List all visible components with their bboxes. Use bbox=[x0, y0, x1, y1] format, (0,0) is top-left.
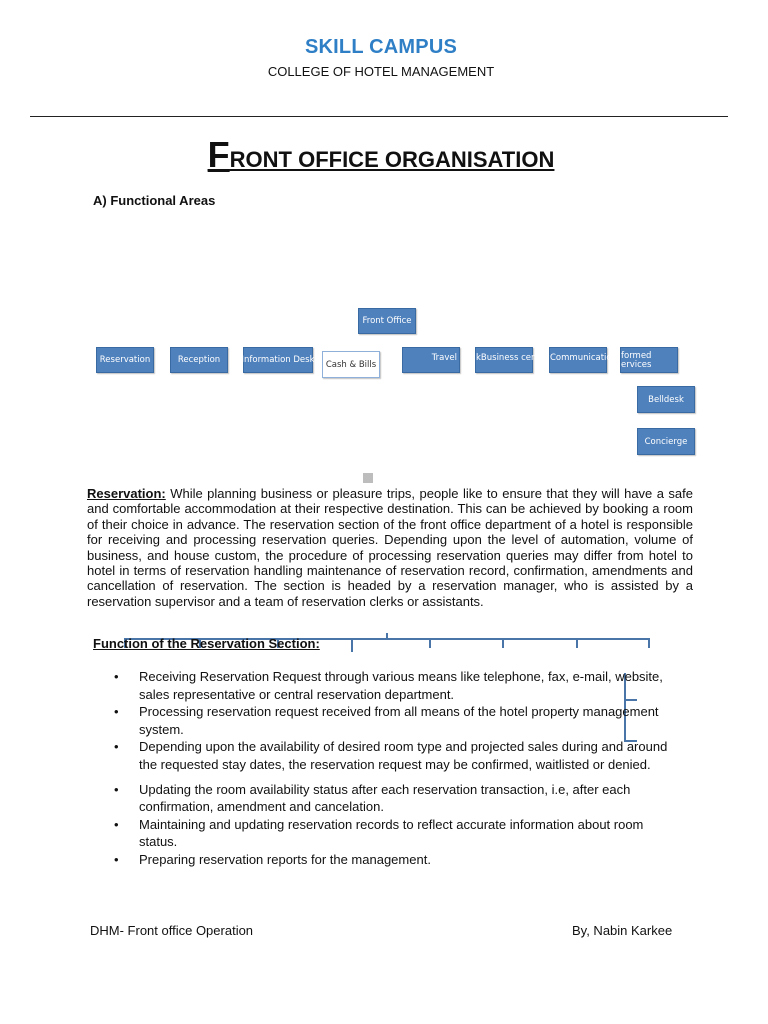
org-box-concierge: Concierge bbox=[637, 428, 695, 455]
page-title bbox=[0, 134, 762, 176]
function-list bbox=[114, 668, 674, 869]
org-box-cash-bills: Cash & Bills bbox=[322, 351, 380, 378]
org-box-front-office: Front Office bbox=[358, 308, 416, 334]
list-item: • Processing reservation request received from all means of the hotel property management system. bbox=[114, 703, 674, 738]
list-item: • Maintaining and updating reservation records to reflect accurate information about room status. bbox=[114, 816, 674, 851]
org-box-communication: Communication bbox=[549, 347, 607, 373]
reservation-paragraph bbox=[87, 486, 693, 609]
connector-cash bbox=[351, 638, 353, 652]
header-divider bbox=[30, 116, 728, 117]
list-item: • Preparing reservation reports for the management. bbox=[114, 851, 674, 869]
image-placeholder-marker bbox=[363, 473, 373, 483]
section-heading-functional-areas: A) Functional Areas bbox=[93, 193, 216, 208]
connector-travel bbox=[429, 638, 431, 648]
connector-communication bbox=[576, 638, 578, 648]
org-box-uniformed-services: formed ervices bbox=[620, 347, 678, 373]
list-item: • Depending upon the availability of desired room type and projected sales during and around the requested stay dates, the reservation request may be confirmed, waitlisted or denied. bbox=[114, 738, 674, 773]
connector-services bbox=[648, 638, 650, 648]
reservation-text: While planning business or pleasure trips, people like to ensure that they will have a safe and comfortable accommodation at their respective destination. This can be achieved by booking a room of their choice in advance. The reservation section of the front office department of a hotel is responsible for receiving and processing reservation queries. Depending upon the level of automation, volume of business, and house custom, the procedure of processing reservation queries may differ from hotel to hotel in terms of reservation handling maintenance of reservation record, confirmation, amendments and cancellation of reservation. The section is headed by a reservation manager, who is assisted by a reservation supervisor and a team of reservation clerks or assistants. bbox=[87, 486, 693, 609]
footer-author: By, Nabin Karkee bbox=[572, 923, 673, 938]
title-rest: RONT OFFICE ORGANISATION bbox=[229, 147, 555, 172]
org-box-information-desk: Information Desk bbox=[243, 347, 313, 373]
org-box-travel: Travel bbox=[402, 347, 460, 373]
list-item: • Updating the room availability status after each reservation transaction, i.e, after each confirmation, amendment and cancelation. bbox=[114, 781, 674, 816]
college-subtitle: COLLEGE OF HOTEL MANAGEMENT bbox=[267, 64, 495, 79]
connector-business bbox=[502, 638, 504, 648]
title-first-letter: F bbox=[207, 134, 230, 175]
college-name: SKILL CAMPUS bbox=[304, 36, 458, 58]
org-box-reservation: Reservation bbox=[96, 347, 154, 373]
reservation-lead: Reservation: bbox=[87, 486, 166, 501]
function-heading: Function of the Reservation Section: bbox=[93, 636, 320, 651]
list-item: • Receiving Reservation Request through various means like telephone, fax, e-mail, website, sales representative or central reservation department. bbox=[114, 668, 674, 703]
org-box-reception: Reception bbox=[170, 347, 228, 373]
org-box-business-centre: kBusiness cent bbox=[475, 347, 533, 373]
org-box-belldesk: Belldesk bbox=[637, 386, 695, 413]
footer-course: DHM- Front office Operation bbox=[90, 923, 254, 938]
